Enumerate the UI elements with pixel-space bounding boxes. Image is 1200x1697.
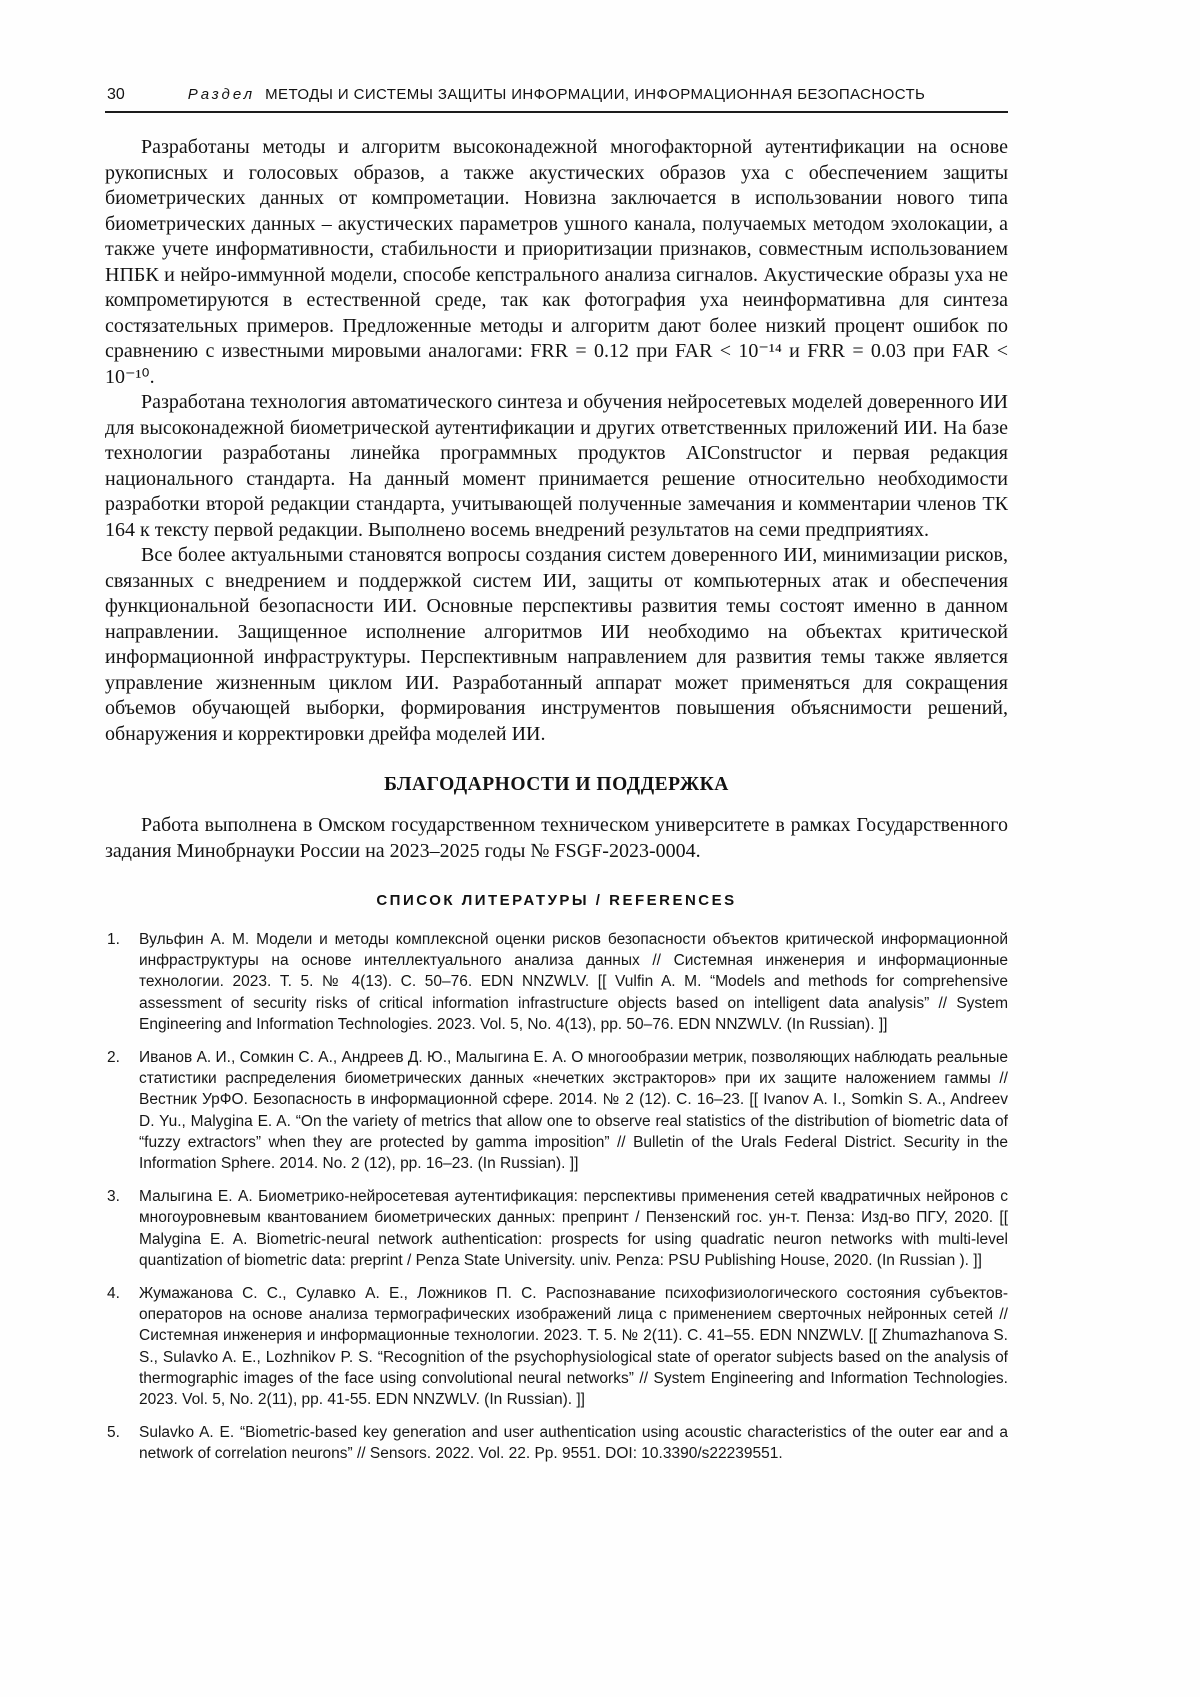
acknowledgements-heading: БЛАГОДАРНОСТИ И ПОДДЕРЖКА xyxy=(384,774,729,795)
page-header xyxy=(105,86,1008,113)
reference-text: Иванов А. И., Сомкин С. А., Андреев Д. Ю., Малыгина Е. А. О многообразии метрик, позволяющих наблюдать реальные статистики распределения биометрических данных «нечетких экстракторов» при их защите наложением гаммы // Вестник УрФО. Безопасность в информационной сфере. 2014. № 2 (12). С. 16–23. [[ Ivanov A. I., Somkin S. A., Andreev D. Yu., Malygina E. A. “On the variety of metrics that allow one to observe real statistics of the distribution of biometric data of “fuzzy extractors” when they are protected by gamma imposition” // Bulletin of the Urals Federal District. Security in the Information Sphere. 2014. No. 2 (12), pp. 16–23. (In Russian). ]] xyxy=(139,1049,1008,1173)
reference-number: 4. xyxy=(107,1285,120,1303)
acknowledgements-text: Работа выполнена в Омском государственном техническом университете в рамках Государственного задания Минобрнауки России на 2023–2025 годы № FSGF-2023-0004. xyxy=(105,814,1008,862)
reference-number: 3. xyxy=(107,1188,120,1206)
reference-item xyxy=(105,1422,1008,1464)
body-paragraph-1: Разработаны методы и алгоритм высоконадежной многофакторной аутентификации на основе рукописных и голосовых образов, а также акустических образов уха с обеспечением защиты биометрических данных от компрометации. Новизна заключается в использовании нового типа биометрических данных – акустических параметров ушного канала, получаемых методом эхолокации, а также учете информативности, стабильности и приоритизации признаков, совместным использованием НПБК и нейро-иммунной модели, способе кепстрального анализа сигналов. Акустические образы уха не компрометируются в естественной среде, так как фотография уха неинформативна для синтеза состязательных примеров. Предложенные методы и алгоритм дают более низкий процент ошибок по сравнению с известными мировыми аналогами: FRR = 0.12 при FAR < 10⁻¹⁴ и FRR = 0.03 при FAR < 10⁻¹⁰. xyxy=(105,136,1008,388)
reference-text: Малыгина Е. А. Биометрико-нейросетевая аутентификация: перспективы применения сетей квадратичных нейронов с многоуровневым квантованием биометрических данных: препринт / Пензенский гос. ун-т. Пенза: Изд-во ПГУ, 2020. [[ Malygina E. A. Biometric-neural network authentication: prospects for using quadratic neuron networks with multi-level quantization of biometric data: preprint / Penza State University. univ. Penza: PSU Publishing House, 2020. (In Russian ). ]] xyxy=(139,1188,1008,1269)
page-body xyxy=(105,135,1008,1465)
reference-item xyxy=(105,929,1008,1035)
reference-number: 2. xyxy=(107,1049,120,1067)
references-list xyxy=(105,929,1008,1465)
references-heading: СПИСОК ЛИТЕРАТУРЫ / REFERENCES xyxy=(376,892,737,909)
running-head-section-label: Раздел xyxy=(187,86,256,103)
body-paragraph-2: Разработана технология автоматического синтеза и обучения нейросетевых моделей доверенного ИИ для высоконадежной биометрической аутентификации и других ответственных приложений ИИ. На базе технологии разработаны линейка программных продуктов AIConstructor и первая редакция национального стандарта. На данный момент принимается решение относительно необходимости разработки второй редакции стандарта, учитывающей полученные замечания и комментарии членов ТК 164 к тексту первой редакции. Выполнено восемь внедрений результатов на семи предприятиях. xyxy=(105,391,1008,541)
body-paragraph-3: Все более актуальными становятся вопросы создания систем доверенного ИИ, минимизации рисков, связанных с внедрением и поддержкой систем ИИ, защиты от компьютерных атак и обеспечения функциональной безопасности ИИ. Основные перспективы развития темы состоят именно в данном направлении. Защищенное исполнение алгоритмов ИИ необходимо на объектах критической информационной инфраструктуры. Перспективным направлением для развития темы также является управление жизненным циклом ИИ. Разработанный аппарат может применяться для сокращения объемов обучающей выборки, формирования инструментов повышения объяснимости решений, обнаружения и корректировки дрейфа моделей ИИ. xyxy=(105,544,1008,745)
page-number: 30 xyxy=(107,86,125,103)
reference-text: Sulavko A. E. “Biometric-based key generation and user authentication using acoustic characteristics of the outer ear and a network of correlation neurons” // Sensors. 2022. Vol. 22. Pp. 9551. DOI: 10.3390/s22239551. xyxy=(139,1424,1008,1463)
running-head-title: МЕТОДЫ И СИСТЕМЫ ЗАЩИТЫ ИНФОРМАЦИИ, ИНФОРМАЦИОННАЯ БЕЗОПАСНОСТЬ xyxy=(265,86,926,103)
reference-number: 5. xyxy=(107,1424,120,1442)
reference-text: Вульфин А. М. Модели и методы комплексной оценки рисков безопасности объектов критической информационной инфраструктуры на основе интеллектуального анализа данных // Системная инженерия и информационные технологии. 2023. Т. 5. № 4(13). С. 50–76. EDN NNZWLV. [[ Vulfin A. M. “Models and methods for comprehensive assessment of security risks of critical information infrastructure objects based on intelligent data analysis” // System Engineering and Information Technologies. 2023. Vol. 5, No. 4(13), pp. 50–76. EDN NNZWLV. (In Russian). ]] xyxy=(139,931,1008,1033)
reference-number: 1. xyxy=(107,931,120,948)
reference-text: Жумажанова С. С., Сулавко А. Е., Ложников П. С. Распознавание психофизиологического состояния субъектов-операторов на основе анализа термографических изображений лица с применением сверточных нейронных сетей // Системная инженерия и информационные технологии. 2023. Т. 5. № 2(11). С. 41–55. EDN NNZWLV. [[ Zhumazhanova S. S., Sulavko A. E., Lozhnikov P. S. “Recognition of the psychophysiological state of operator subjects based on the analysis of thermographic images of the face using convolutional neural networks” // System Engineering and Information Technologies. 2023. Vol. 5, No. 2(11), pp. 41-55. EDN NNZWLV. (In Russian). ]] xyxy=(139,1285,1008,1409)
reference-item xyxy=(105,1186,1008,1271)
reference-item xyxy=(105,1047,1008,1174)
reference-item xyxy=(105,1283,1008,1410)
